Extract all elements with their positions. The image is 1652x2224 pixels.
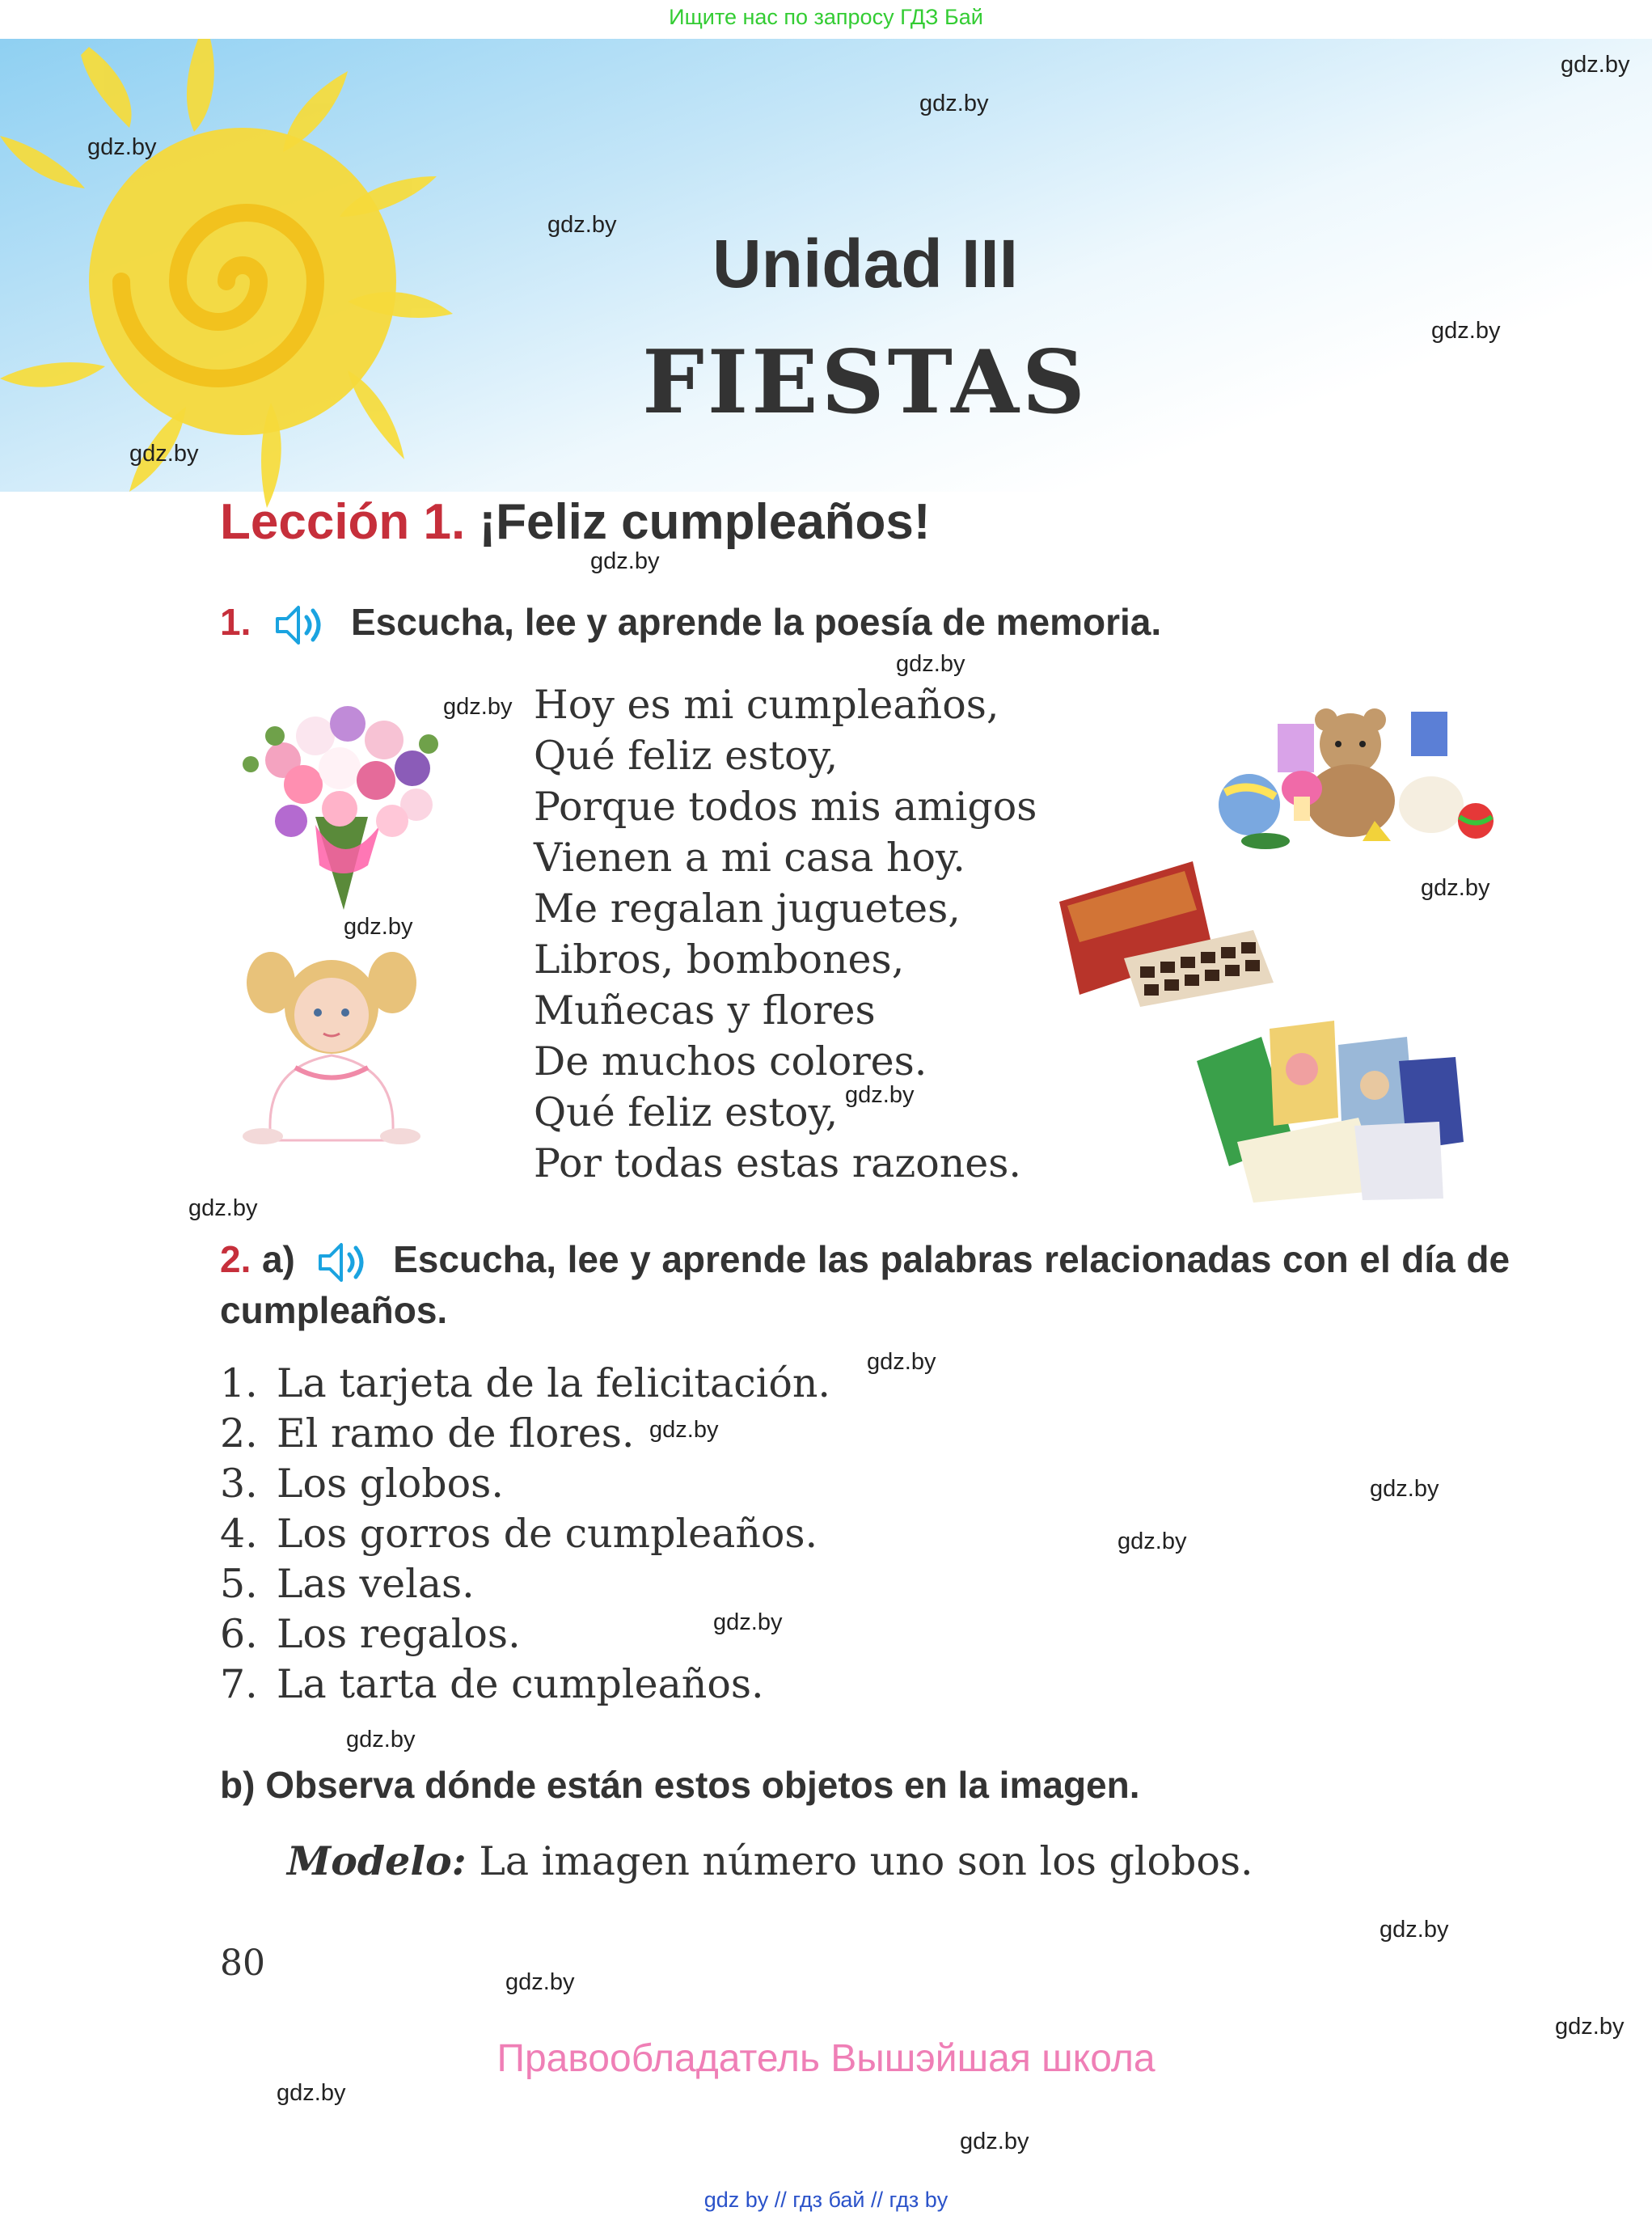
footer-links[interactable]: gdz by // гдз бай // гдз by <box>703 2188 949 2212</box>
watermark: gdz.by <box>129 441 199 467</box>
list-item: 1. La tarjeta de la felicitación. <box>220 1360 830 1406</box>
poem-line: Qué feliz estoy, <box>534 733 839 779</box>
poem-line: Vienen a mi casa hoy. <box>534 835 965 881</box>
vocabulary-list <box>220 1359 830 1710</box>
doll-image <box>239 946 425 1148</box>
unit-title: Unidad III <box>712 226 1018 302</box>
list-item: 5. Las velas. <box>220 1561 475 1607</box>
poem-line: Qué feliz estoy, <box>534 1089 839 1135</box>
chocolate-box-image <box>1051 853 1282 1007</box>
watermark: gdz.by <box>649 1417 719 1443</box>
exercise-instruction: Escucha, lee y aprende las palabras relacionadas con el día de cumpleaños. <box>220 1238 1510 1331</box>
watermark: gdz.by <box>1370 1476 1439 1502</box>
list-item: 7. La tarta de cumpleaños. <box>220 1661 764 1707</box>
model-sentence <box>287 1837 1253 1884</box>
list-item: 3. Los globos. <box>220 1461 504 1507</box>
lesson-title: ¡Feliz cumpleaños! <box>479 494 931 550</box>
books-image <box>1197 1021 1472 1203</box>
exercise-2-heading <box>220 1236 1510 1334</box>
poem-line: Por todas estas razones. <box>534 1140 1021 1186</box>
poem-line: Libros, bombones, <box>534 937 905 983</box>
watermark: gdz.by <box>919 91 989 116</box>
watermark: gdz.by <box>443 694 513 720</box>
list-item: 4. Los gorros de cumpleaños. <box>220 1511 818 1557</box>
exercise-1-heading <box>220 600 1161 649</box>
poem-line: Porque todos mis amigos <box>534 784 1037 830</box>
poem <box>534 679 1037 1189</box>
watermark: gdz.by <box>867 1349 936 1375</box>
page-number: 80 <box>220 1943 265 1984</box>
watermark: gdz.by <box>960 2129 1029 2154</box>
poem-line: Muñecas y flores <box>534 987 876 1034</box>
model-label: Modelo: <box>287 1837 467 1884</box>
list-item: 6. Los regalos. <box>220 1611 521 1657</box>
watermark: gdz.by <box>1379 1917 1449 1943</box>
watermark: gdz.by <box>344 914 413 940</box>
lesson-heading <box>220 493 931 551</box>
exercise-2b-instruction: b) Observa dónde están estos objetos en la imagen. <box>220 1764 1140 1806</box>
flowers-image <box>226 679 461 914</box>
speaker-icon[interactable] <box>273 601 329 649</box>
exercise-number: 2. <box>220 1238 251 1280</box>
watermark: gdz.by <box>346 1727 416 1753</box>
watermark: gdz.by <box>87 134 157 160</box>
watermark: gdz.by <box>505 1969 575 1995</box>
toys-image <box>1217 700 1500 853</box>
watermark: gdz.by <box>713 1609 783 1635</box>
watermark: gdz.by <box>1561 52 1630 78</box>
watermark: gdz.by <box>1118 1528 1187 1554</box>
watermark: gdz.by <box>1421 875 1490 901</box>
watermark: gdz.by <box>277 2080 346 2106</box>
poem-line: Hoy es mi cumpleaños, <box>534 682 999 728</box>
list-item: 2. El ramo de flores. <box>220 1410 635 1457</box>
lesson-number: Lección 1. <box>220 494 466 550</box>
speaker-icon[interactable] <box>315 1238 372 1287</box>
poem-line: Me regalan juguetes, <box>534 886 961 932</box>
watermark: gdz.by <box>896 651 965 677</box>
watermark: gdz.by <box>188 1195 258 1221</box>
watermark: gdz.by <box>547 212 617 238</box>
model-text: La imagen número uno son los globos. <box>466 1838 1253 1884</box>
watermark: gdz.by <box>1431 318 1501 344</box>
watermark: gdz.by <box>845 1082 915 1108</box>
exercise-part-label: a) <box>261 1238 295 1280</box>
exercise-instruction: Escucha, lee y aprende la poesía de memoria. <box>350 601 1162 643</box>
unit-subtitle: FIESTAS <box>642 332 1088 433</box>
copyright-notice: Правообладатель Вышэйшая школа <box>496 2037 1156 2080</box>
watermark: gdz.by <box>1555 2014 1625 2040</box>
sun-illustration <box>0 39 582 524</box>
poem-line: De muchos colores. <box>534 1038 927 1085</box>
exercise-number: 1. <box>220 601 251 643</box>
watermark: gdz.by <box>590 548 660 574</box>
top-banner: Ищите нас по запросу ГДЗ Бай <box>669 5 983 29</box>
